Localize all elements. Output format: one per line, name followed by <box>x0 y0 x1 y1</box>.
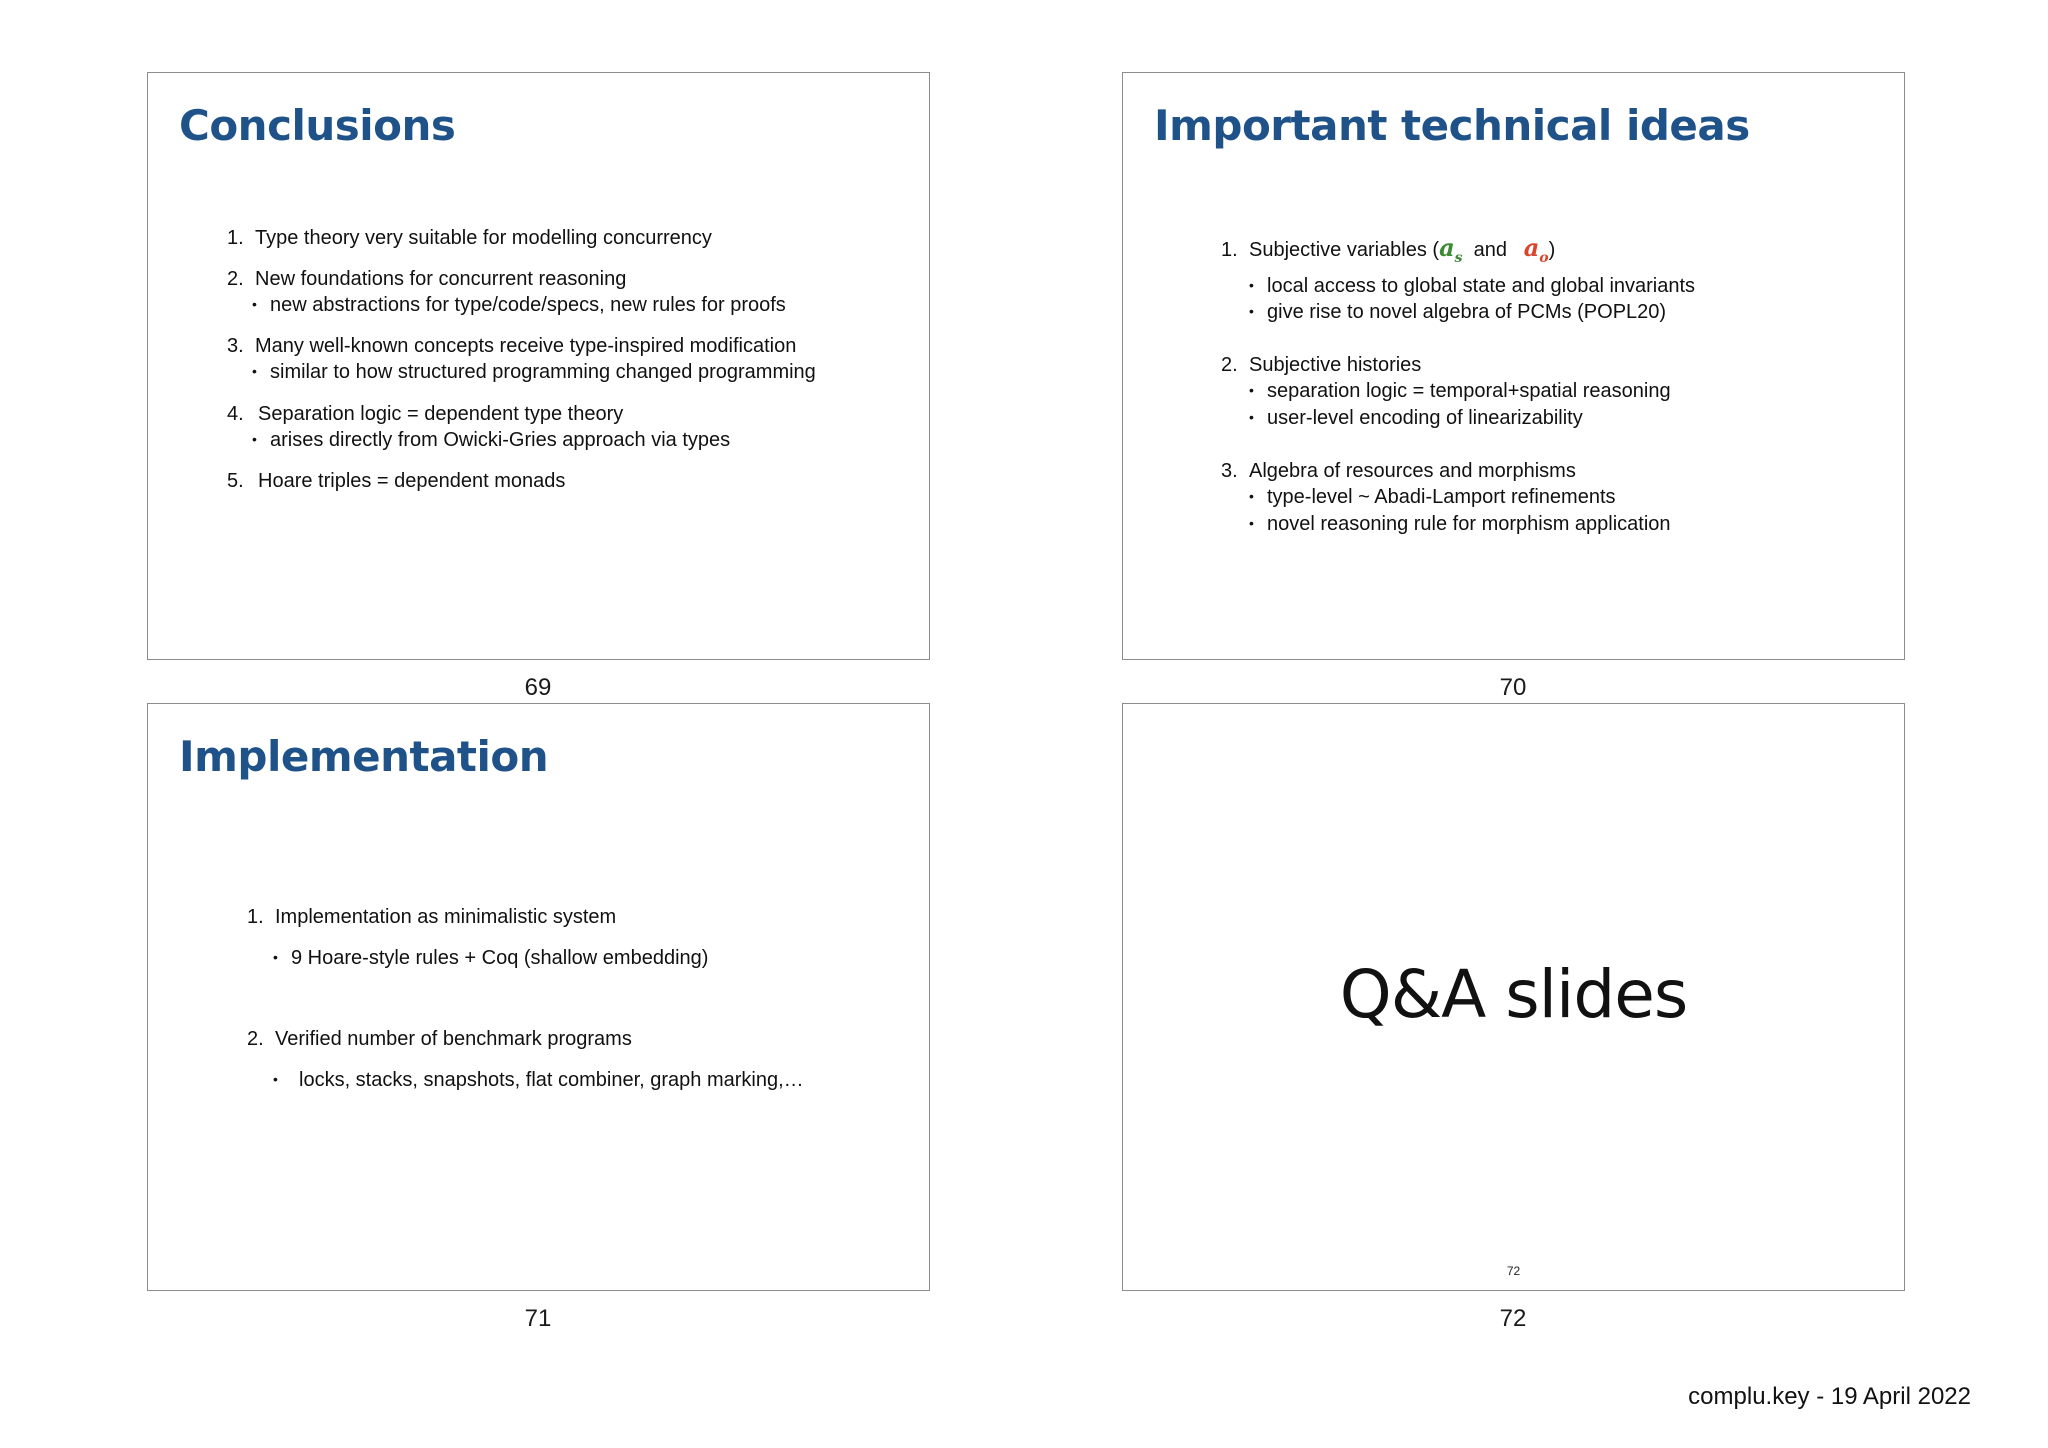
bullet-icon: • <box>273 1071 278 1087</box>
list-bullet: • give rise to novel algebra of PCMs (POPL20) <box>1249 301 1667 323</box>
bullet-icon: • <box>1249 515 1254 531</box>
page-number: 71 <box>524 1305 552 1332</box>
slide-title: Implementation <box>179 732 549 781</box>
slide-69 <box>147 72 930 660</box>
list-item: 2. Subjective histories <box>1221 354 1422 376</box>
document-footer: complu.key - 19 April 2022 <box>1688 1383 1971 1410</box>
list-item: 2. Verified number of benchmark programs <box>247 1028 632 1050</box>
list-bullet: • 9 Hoare-style rules + Coq (shallow embedding) <box>273 947 709 969</box>
list-bullet: • new abstractions for type/code/specs, new rules for proofs <box>252 294 786 316</box>
subjective-var-o: $a_o$ <box>1523 233 1549 266</box>
list-bullet: • similar to how structured programming changed programming <box>252 361 816 383</box>
list-item: 3. Many well-known concepts receive type-inspired modification <box>227 335 797 357</box>
bullet-icon: • <box>273 949 278 965</box>
bullet-icon: • <box>252 431 257 447</box>
bullet-icon: • <box>252 296 257 312</box>
slide-70 <box>1122 72 1905 660</box>
subjective-var-s: $a_s$ <box>1439 233 1463 266</box>
bullet-icon: • <box>1249 382 1254 398</box>
page-number: 70 <box>1499 674 1527 701</box>
list-bullet: • type-level ~ Abadi-Lamport refinements <box>1249 486 1616 508</box>
bullet-icon: • <box>1249 277 1254 293</box>
page-number: 72 <box>1499 1305 1527 1332</box>
list-bullet: • separation logic = temporal+spatial reasoning <box>1249 380 1671 402</box>
bullet-icon: • <box>1249 303 1254 319</box>
bullet-icon: • <box>252 363 257 379</box>
list-item: 2. New foundations for concurrent reasoning <box>227 268 627 290</box>
slide-inner-number: 72 <box>1506 1264 1521 1278</box>
list-bullet: • locks, stacks, snapshots, flat combiner, graph marking,… <box>273 1069 804 1091</box>
list-bullet: • user-level encoding of linearizability <box>1249 407 1583 429</box>
bullet-icon: • <box>1249 409 1254 425</box>
slide-72 <box>1122 703 1905 1291</box>
list-item: 4. Separation logic = dependent type theory <box>227 403 624 425</box>
slide-title: Conclusions <box>179 101 456 150</box>
list-item: 1. Type theory very suitable for modelling concurrency <box>227 227 712 249</box>
list-item: 3. Algebra of resources and morphisms <box>1221 460 1576 482</box>
page-number: 69 <box>524 674 552 701</box>
slide-title: Q&A slides <box>1339 956 1688 1033</box>
list-bullet: • local access to global state and global invariants <box>1249 275 1696 297</box>
list-item: 1. Subjective variables ($a_s$ and $a_o$) <box>1221 233 1556 266</box>
slide-71 <box>147 703 930 1291</box>
list-item: 1. Implementation as minimalistic system <box>247 906 617 928</box>
slide-title: Important technical ideas <box>1154 101 1750 150</box>
list-bullet: • novel reasoning rule for morphism application <box>1249 513 1671 535</box>
list-item: 5. Hoare triples = dependent monads <box>227 470 566 492</box>
list-bullet: • arises directly from Owicki-Gries approach via types <box>252 429 731 451</box>
bullet-icon: • <box>1249 488 1254 504</box>
